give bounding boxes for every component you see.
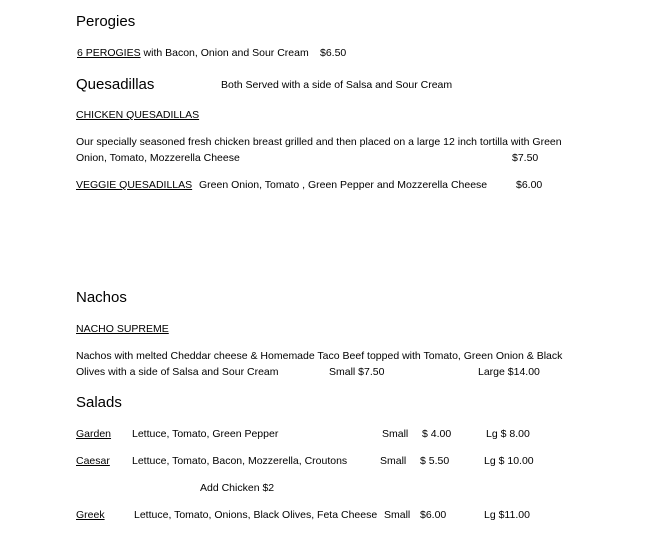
greek-salad-name: Greek <box>76 509 105 521</box>
add-chicken: Add Chicken $2 <box>200 482 275 494</box>
nacho-supreme-large: Large $14.00 <box>478 366 540 378</box>
perogies-heading: Perogies <box>76 13 136 30</box>
greek-salad-desc: Lettuce, Tomato, Onions, Black Olives, Feta Cheese <box>134 509 378 521</box>
nacho-supreme-desc-1: Nachos with melted Cheddar cheese & Homemade Taco Beef topped with Tomato, Green Onion & Black <box>76 350 563 362</box>
garden-salad-small-price: $ 4.00 <box>422 428 452 440</box>
quesadillas-note: Both Served with a side of Salsa and Sour Cream <box>221 79 453 91</box>
salads-heading: Salads <box>76 394 122 411</box>
nachos-heading: Nachos <box>76 289 127 306</box>
chicken-quesadillas-price: $7.50 <box>512 152 539 164</box>
quesadillas-heading: Quesadillas <box>76 76 155 93</box>
perogies-item-price: $6.50 <box>320 47 347 59</box>
nacho-supreme-small: Small $7.50 <box>329 366 385 378</box>
veggie-quesadillas-name: VEGGIE QUESADILLAS <box>76 179 193 191</box>
greek-salad-small-price: $6.00 <box>420 509 447 521</box>
chicken-quesadillas-desc-2: Onion, Tomato, Mozzerella Cheese <box>76 152 240 164</box>
caesar-salad-large: Lg $ 10.00 <box>484 455 534 467</box>
garden-salad-small-label: Small <box>382 428 409 440</box>
garden-salad-desc: Lettuce, Tomato, Green Pepper <box>132 428 279 440</box>
chicken-quesadillas-name: CHICKEN QUESADILLAS <box>76 109 200 121</box>
perogies-item <box>77 47 309 60</box>
veggie-quesadillas-desc: Green Onion, Tomato , Green Pepper and Mozzerella Cheese <box>199 179 488 191</box>
caesar-salad-name: Caesar <box>76 455 110 467</box>
caesar-salad-desc: Lettuce, Tomato, Bacon, Mozzerella, Croutons <box>132 455 348 467</box>
garden-salad-large: Lg $ 8.00 <box>486 428 530 440</box>
caesar-salad-small-label: Small <box>380 455 407 467</box>
caesar-salad-small-price: $ 5.50 <box>420 455 450 467</box>
nacho-supreme-name: NACHO SUPREME <box>76 323 169 335</box>
garden-salad-name: Garden <box>76 428 112 440</box>
chicken-quesadillas-desc-1: Our specially seasoned fresh chicken breast grilled and then placed on a large 12 inch tortilla with Green <box>76 136 562 148</box>
perogies-item-name: 6 PEROGIES <box>77 47 141 59</box>
perogies-item-desc: with Bacon, Onion and Sour Cream <box>140 47 309 59</box>
veggie-quesadillas-price: $6.00 <box>516 179 543 191</box>
nacho-supreme-desc-2: Olives with a side of Salsa and Sour Cream <box>76 366 279 378</box>
greek-salad-large: Lg $11.00 <box>484 509 530 521</box>
greek-salad-small-label: Small <box>384 509 411 521</box>
